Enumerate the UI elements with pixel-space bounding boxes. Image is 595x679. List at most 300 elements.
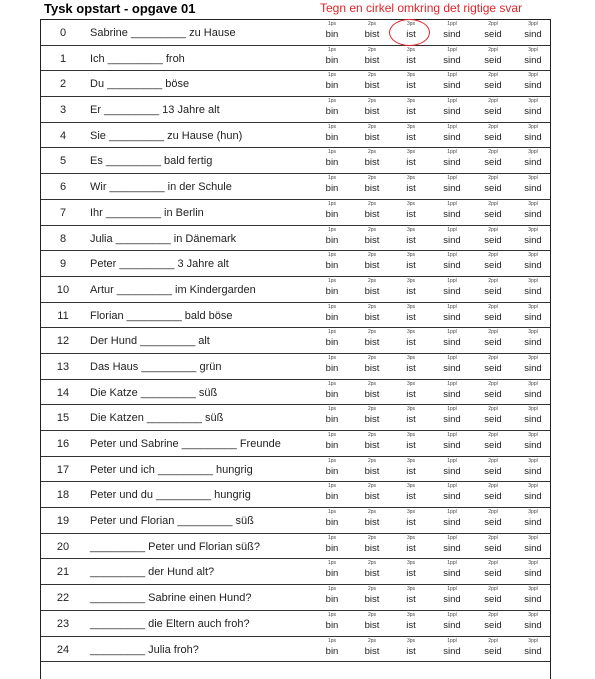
verb-form: bist bbox=[364, 594, 380, 606]
answer-option[interactable] bbox=[391, 201, 431, 220]
verb-form: ist bbox=[406, 285, 416, 297]
answer-option[interactable] bbox=[391, 560, 431, 579]
person-label: 3ppl bbox=[528, 72, 538, 79]
verb-form: ist bbox=[406, 414, 416, 426]
verb-form: sind bbox=[443, 594, 461, 606]
sentence-text: Er _________ 13 Jahre alt bbox=[90, 104, 220, 117]
answer-option[interactable] bbox=[352, 304, 392, 323]
person-label: 2ppl bbox=[488, 149, 498, 156]
person-label: 2ppl bbox=[488, 329, 498, 336]
verb-form: sind bbox=[443, 517, 461, 529]
sentence-text: _________ der Hund alt? bbox=[90, 566, 215, 579]
verb-form: seid bbox=[484, 131, 502, 143]
verb-form: ist bbox=[406, 157, 416, 169]
answer-option[interactable] bbox=[473, 201, 513, 220]
answer-option[interactable] bbox=[513, 509, 551, 528]
row-number: 20 bbox=[56, 540, 70, 553]
answer-option[interactable] bbox=[432, 355, 472, 374]
verb-form: bist bbox=[364, 517, 380, 529]
answer-option[interactable] bbox=[352, 586, 392, 605]
answer-option[interactable] bbox=[312, 458, 352, 477]
answer-option[interactable] bbox=[513, 406, 551, 425]
answer-option[interactable] bbox=[391, 329, 431, 348]
answer-option[interactable] bbox=[432, 432, 472, 451]
verb-form: bist bbox=[364, 568, 380, 580]
answer-option[interactable] bbox=[513, 535, 551, 554]
answer-option[interactable] bbox=[391, 149, 431, 168]
verb-form: bin bbox=[325, 491, 339, 503]
answer-option[interactable] bbox=[391, 278, 431, 297]
row-number: 18 bbox=[56, 489, 70, 502]
answer-option[interactable] bbox=[391, 98, 431, 117]
person-label: 2ppl bbox=[488, 200, 498, 207]
verb-form: seid bbox=[484, 260, 502, 272]
person-label: 2ps bbox=[367, 432, 377, 438]
answer-option[interactable] bbox=[312, 432, 352, 451]
person-label: 3ppl bbox=[528, 380, 538, 387]
verb-form: sind bbox=[443, 311, 461, 323]
person-label: 1ppl bbox=[447, 380, 457, 387]
answer-option[interactable] bbox=[513, 72, 551, 91]
answer-option[interactable] bbox=[473, 638, 513, 657]
row-number: 6 bbox=[59, 181, 67, 194]
person-label: 3ppl bbox=[528, 98, 538, 105]
answer-option[interactable] bbox=[513, 98, 551, 117]
answer-option[interactable] bbox=[312, 124, 352, 143]
answer-option[interactable] bbox=[352, 252, 392, 271]
answer-option[interactable] bbox=[473, 175, 513, 194]
answer-option[interactable] bbox=[312, 586, 352, 605]
answer-option[interactable] bbox=[352, 201, 392, 220]
person-label: 3ps bbox=[406, 560, 416, 567]
answer-option[interactable] bbox=[432, 509, 472, 528]
verb-form: ist bbox=[406, 54, 416, 66]
person-label: 3ppl bbox=[528, 509, 538, 516]
person-label: 3ps bbox=[406, 98, 416, 105]
answer-option[interactable] bbox=[513, 432, 551, 451]
verb-form: bin bbox=[325, 388, 339, 400]
answer-option[interactable] bbox=[352, 149, 392, 168]
answer-option[interactable] bbox=[432, 72, 472, 91]
person-label: 1ps bbox=[327, 175, 337, 182]
row-number: 15 bbox=[56, 412, 70, 425]
verb-form: ist bbox=[406, 337, 416, 349]
person-label: 1ppl bbox=[447, 200, 457, 207]
person-label: 1ps bbox=[327, 98, 337, 105]
table-row bbox=[41, 123, 550, 149]
answer-option[interactable] bbox=[352, 638, 392, 657]
verb-form: sind bbox=[443, 285, 461, 297]
verb-form: sind bbox=[524, 414, 542, 426]
answer-option[interactable] bbox=[352, 47, 392, 66]
person-label: 3ppl bbox=[528, 611, 538, 618]
answer-option[interactable] bbox=[312, 278, 352, 297]
answer-option[interactable] bbox=[312, 47, 352, 66]
person-label: 1ps bbox=[327, 509, 337, 516]
answer-option[interactable] bbox=[513, 47, 551, 66]
answer-option[interactable] bbox=[352, 98, 392, 117]
person-label: 3ppl bbox=[528, 637, 538, 644]
answer-option[interactable] bbox=[432, 381, 472, 400]
answer-option[interactable] bbox=[352, 72, 392, 91]
person-label: 2ppl bbox=[488, 611, 498, 618]
row-number: 7 bbox=[59, 206, 67, 219]
verb-form: bist bbox=[364, 619, 380, 631]
verb-form: seid bbox=[484, 234, 502, 246]
person-label: 3ppl bbox=[528, 457, 538, 464]
answer-option[interactable] bbox=[432, 304, 472, 323]
answer-option[interactable] bbox=[312, 612, 352, 631]
person-label: 3ps bbox=[406, 175, 416, 182]
verb-form: sind bbox=[524, 594, 542, 606]
verb-form: ist bbox=[406, 440, 416, 451]
table-row bbox=[41, 354, 550, 380]
row-number: 9 bbox=[59, 258, 67, 271]
answer-option[interactable] bbox=[513, 278, 551, 297]
answer-option[interactable] bbox=[513, 355, 551, 374]
answer-option[interactable] bbox=[312, 381, 352, 400]
person-label: 1ppl bbox=[447, 123, 457, 130]
answer-option[interactable] bbox=[432, 21, 472, 40]
answer-option[interactable] bbox=[473, 381, 513, 400]
answer-option[interactable] bbox=[352, 278, 392, 297]
answer-option[interactable] bbox=[391, 381, 431, 400]
answer-option[interactable] bbox=[391, 638, 431, 657]
answer-option[interactable] bbox=[352, 381, 392, 400]
answer-option[interactable] bbox=[391, 406, 431, 425]
answer-option[interactable] bbox=[432, 560, 472, 579]
answer-option[interactable] bbox=[352, 432, 392, 451]
table-row bbox=[41, 251, 550, 277]
person-label: 1ps bbox=[327, 354, 337, 361]
verb-form: sind bbox=[524, 54, 542, 66]
answer-option[interactable] bbox=[513, 329, 551, 348]
answer-option[interactable] bbox=[391, 227, 431, 246]
answer-option[interactable] bbox=[513, 149, 551, 168]
person-label: 2ppl bbox=[488, 123, 498, 130]
answer-option[interactable] bbox=[513, 483, 551, 502]
answer-option[interactable] bbox=[391, 586, 431, 605]
table-row bbox=[41, 277, 550, 303]
answer-option[interactable] bbox=[513, 612, 551, 631]
person-label: 2ps bbox=[367, 46, 377, 53]
answer-option[interactable] bbox=[473, 149, 513, 168]
verb-form: sind bbox=[524, 362, 542, 374]
person-label: 1ps bbox=[327, 457, 337, 464]
answer-option[interactable] bbox=[312, 175, 352, 194]
person-label: 2ps bbox=[367, 98, 377, 105]
person-label: 3ppl bbox=[528, 226, 538, 233]
answer-option[interactable] bbox=[352, 458, 392, 477]
person-label: 3ps bbox=[406, 637, 416, 644]
person-label: 1ps bbox=[327, 329, 337, 336]
row-number: 12 bbox=[56, 335, 70, 348]
person-label: 3ppl bbox=[528, 560, 538, 567]
person-label: 3ps bbox=[406, 380, 416, 387]
answer-option[interactable] bbox=[391, 458, 431, 477]
answer-option[interactable] bbox=[391, 304, 431, 323]
person-label: 1ps bbox=[327, 72, 337, 79]
answer-option[interactable] bbox=[513, 560, 551, 579]
verb-form: bist bbox=[364, 440, 380, 451]
answer-option[interactable] bbox=[312, 560, 352, 579]
answer-option[interactable] bbox=[352, 612, 392, 631]
answer-option[interactable] bbox=[473, 47, 513, 66]
person-label: 2ps bbox=[367, 226, 377, 233]
person-label: 1ps bbox=[327, 432, 337, 438]
answer-option[interactable] bbox=[352, 21, 392, 40]
answer-option[interactable] bbox=[473, 483, 513, 502]
answer-option[interactable] bbox=[312, 304, 352, 323]
answer-option[interactable] bbox=[473, 355, 513, 374]
answer-option[interactable] bbox=[312, 201, 352, 220]
answer-option[interactable] bbox=[352, 124, 392, 143]
answer-option[interactable] bbox=[312, 72, 352, 91]
person-label: 1ppl bbox=[447, 252, 457, 259]
answer-option[interactable] bbox=[312, 638, 352, 657]
table-row bbox=[41, 431, 550, 457]
answer-option[interactable] bbox=[391, 509, 431, 528]
answer-option[interactable] bbox=[312, 252, 352, 271]
answer-option[interactable] bbox=[473, 227, 513, 246]
answer-option[interactable] bbox=[432, 175, 472, 194]
answer-option[interactable] bbox=[513, 586, 551, 605]
person-label: 1ppl bbox=[447, 277, 457, 284]
person-label: 2ps bbox=[367, 637, 377, 644]
person-label: 3ps bbox=[406, 200, 416, 207]
person-label: 3ps bbox=[406, 432, 416, 438]
answer-option[interactable] bbox=[312, 98, 352, 117]
verb-form: sind bbox=[443, 131, 461, 143]
answer-option[interactable] bbox=[352, 560, 392, 579]
verb-form: bist bbox=[364, 388, 380, 400]
person-label: 1ps bbox=[327, 277, 337, 284]
answer-option[interactable] bbox=[391, 483, 431, 502]
answer-option[interactable] bbox=[513, 458, 551, 477]
verb-form: sind bbox=[524, 337, 542, 349]
answer-option[interactable] bbox=[352, 535, 392, 554]
verb-form: bin bbox=[325, 54, 339, 66]
answer-option[interactable] bbox=[432, 458, 472, 477]
answer-option[interactable] bbox=[391, 72, 431, 91]
person-label: 1ps bbox=[327, 611, 337, 618]
answer-option[interactable] bbox=[312, 406, 352, 425]
verb-form: sind bbox=[443, 645, 461, 657]
answer-option[interactable] bbox=[473, 329, 513, 348]
table-row bbox=[41, 174, 550, 200]
answer-option[interactable] bbox=[432, 124, 472, 143]
person-label: 1ps bbox=[327, 303, 337, 310]
verb-form: bin bbox=[325, 29, 339, 40]
answer-option[interactable] bbox=[432, 638, 472, 657]
table-row bbox=[41, 46, 550, 72]
answer-option[interactable] bbox=[391, 47, 431, 66]
answer-option[interactable] bbox=[432, 201, 472, 220]
person-label: 3ppl bbox=[528, 21, 538, 27]
answer-option[interactable] bbox=[513, 201, 551, 220]
verb-form: bist bbox=[364, 29, 380, 40]
person-label: 1ps bbox=[327, 560, 337, 567]
verb-form: bin bbox=[325, 234, 339, 246]
answer-option[interactable] bbox=[473, 406, 513, 425]
person-label: 3ppl bbox=[528, 149, 538, 156]
answer-option[interactable] bbox=[513, 304, 551, 323]
table-row bbox=[41, 226, 550, 252]
answer-option[interactable] bbox=[391, 252, 431, 271]
answer-option[interactable] bbox=[391, 124, 431, 143]
answer-option[interactable] bbox=[312, 329, 352, 348]
verb-form: ist bbox=[406, 208, 416, 220]
answer-option[interactable] bbox=[473, 458, 513, 477]
verb-form: sind bbox=[524, 440, 542, 451]
verb-form: ist bbox=[406, 131, 416, 143]
answer-option[interactable] bbox=[473, 252, 513, 271]
person-label: 2ppl bbox=[488, 534, 498, 541]
answer-option[interactable] bbox=[312, 227, 352, 246]
example-answer-circle bbox=[389, 19, 430, 46]
person-label: 1ps bbox=[327, 21, 337, 27]
answer-option[interactable] bbox=[352, 509, 392, 528]
answer-option[interactable] bbox=[432, 586, 472, 605]
answer-option[interactable] bbox=[473, 278, 513, 297]
answer-option[interactable] bbox=[473, 535, 513, 554]
verb-form: bist bbox=[364, 260, 380, 272]
answer-option[interactable] bbox=[352, 227, 392, 246]
answer-option[interactable] bbox=[312, 149, 352, 168]
answer-option[interactable] bbox=[513, 381, 551, 400]
verb-form: sind bbox=[443, 157, 461, 169]
answer-option[interactable] bbox=[312, 355, 352, 374]
person-label: 2ppl bbox=[488, 277, 498, 284]
verb-form: ist bbox=[406, 568, 416, 580]
answer-option[interactable] bbox=[432, 47, 472, 66]
person-label: 3ps bbox=[406, 586, 416, 593]
answer-option[interactable] bbox=[473, 304, 513, 323]
person-label: 1ps bbox=[327, 123, 337, 130]
answer-option[interactable] bbox=[513, 175, 551, 194]
answer-option[interactable] bbox=[312, 535, 352, 554]
person-label: 3ps bbox=[406, 123, 416, 130]
verb-form: ist bbox=[406, 106, 416, 118]
person-label: 1ps bbox=[327, 226, 337, 233]
person-label: 2ppl bbox=[488, 98, 498, 105]
answer-option[interactable] bbox=[473, 21, 513, 40]
answer-option[interactable] bbox=[391, 535, 431, 554]
verb-form: sind bbox=[443, 106, 461, 118]
row-number: 14 bbox=[56, 386, 70, 399]
answer-option[interactable] bbox=[432, 149, 472, 168]
answer-option[interactable] bbox=[473, 72, 513, 91]
sentence-text: Die Katzen _________ süß bbox=[90, 412, 224, 425]
answer-option[interactable] bbox=[432, 535, 472, 554]
table-row bbox=[41, 380, 550, 406]
person-label: 1ps bbox=[327, 46, 337, 53]
person-label: 2ps bbox=[367, 149, 377, 156]
verb-form: ist bbox=[406, 542, 416, 554]
person-label: 2ps bbox=[367, 380, 377, 387]
person-label: 2ps bbox=[367, 509, 377, 516]
answer-option[interactable] bbox=[352, 355, 392, 374]
person-label: 2ps bbox=[367, 534, 377, 541]
answer-option[interactable] bbox=[391, 432, 431, 451]
answer-option[interactable] bbox=[312, 21, 352, 40]
answer-option[interactable] bbox=[352, 175, 392, 194]
answer-option[interactable] bbox=[473, 509, 513, 528]
answer-option[interactable] bbox=[513, 124, 551, 143]
table-row bbox=[41, 97, 550, 123]
verb-form: ist bbox=[406, 465, 416, 477]
answer-option[interactable] bbox=[391, 355, 431, 374]
person-label: 2ps bbox=[367, 483, 377, 490]
person-label: 2ppl bbox=[488, 72, 498, 79]
verb-form: sind bbox=[524, 234, 542, 246]
answer-option[interactable] bbox=[432, 612, 472, 631]
verb-form: sind bbox=[524, 619, 542, 631]
person-label: 3ps bbox=[406, 277, 416, 284]
verb-form: bist bbox=[364, 311, 380, 323]
verb-form: seid bbox=[484, 388, 502, 400]
person-label: 1ps bbox=[327, 534, 337, 541]
person-label: 2ps bbox=[367, 586, 377, 593]
answer-option[interactable] bbox=[391, 175, 431, 194]
answer-option[interactable] bbox=[432, 483, 472, 502]
row-number: 23 bbox=[56, 617, 70, 630]
row-number: 0 bbox=[59, 27, 67, 39]
verb-form: seid bbox=[484, 619, 502, 631]
answer-option[interactable] bbox=[473, 124, 513, 143]
answer-option[interactable] bbox=[432, 98, 472, 117]
answer-option[interactable] bbox=[473, 586, 513, 605]
verb-form: sind bbox=[524, 465, 542, 477]
answer-option[interactable] bbox=[312, 509, 352, 528]
verb-form: ist bbox=[406, 517, 416, 529]
answer-option[interactable] bbox=[473, 612, 513, 631]
answer-option[interactable] bbox=[432, 227, 472, 246]
verb-form: bist bbox=[364, 80, 380, 92]
answer-option[interactable] bbox=[473, 98, 513, 117]
answer-option[interactable] bbox=[473, 432, 513, 451]
person-label: 3ppl bbox=[528, 200, 538, 207]
verb-form: bin bbox=[325, 594, 339, 606]
person-label: 2ps bbox=[367, 406, 377, 413]
answer-option[interactable] bbox=[473, 560, 513, 579]
answer-option[interactable] bbox=[513, 638, 551, 657]
table-row bbox=[41, 559, 550, 585]
answer-option[interactable] bbox=[513, 21, 551, 40]
verb-form: sind bbox=[524, 157, 542, 169]
row-number: 16 bbox=[56, 438, 70, 450]
person-label: 2ppl bbox=[488, 509, 498, 516]
verb-form: bin bbox=[325, 285, 339, 297]
verb-form: sind bbox=[524, 285, 542, 297]
answer-option[interactable] bbox=[513, 227, 551, 246]
answer-option[interactable] bbox=[352, 483, 392, 502]
verb-form: sind bbox=[524, 491, 542, 503]
person-label: 3ppl bbox=[528, 175, 538, 182]
person-label: 1ps bbox=[327, 406, 337, 413]
answer-option[interactable] bbox=[352, 329, 392, 348]
answer-option[interactable] bbox=[312, 483, 352, 502]
answer-option[interactable] bbox=[432, 278, 472, 297]
answer-option[interactable] bbox=[432, 329, 472, 348]
table-row bbox=[41, 405, 550, 431]
sentence-text: Ihr _________ in Berlin bbox=[90, 206, 204, 219]
answer-option[interactable] bbox=[432, 406, 472, 425]
answer-option[interactable] bbox=[391, 612, 431, 631]
answer-option[interactable] bbox=[432, 252, 472, 271]
answer-option[interactable] bbox=[352, 406, 392, 425]
answer-option[interactable] bbox=[513, 252, 551, 271]
